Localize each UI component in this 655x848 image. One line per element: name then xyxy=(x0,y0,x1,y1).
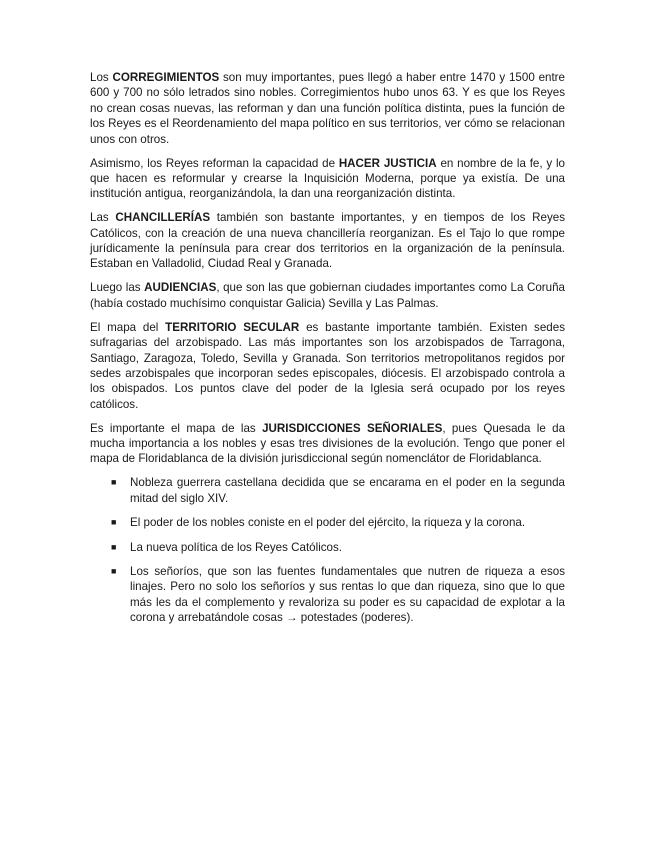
paragraph-lead: Las xyxy=(90,211,116,225)
paragraph-text: en nombre de la fe, y lo que hacen es reformular y crearse la Inquisición Moderna, porque ya existía. De una institución antigua, reorganizándola, la dan una reorganización distinta. xyxy=(90,156,565,201)
square-bullet-icon: ■ xyxy=(111,477,117,488)
list-item-text: La nueva política de los Reyes Católicos. xyxy=(130,540,343,554)
paragraph-chancillerias xyxy=(90,210,565,272)
list-item xyxy=(90,540,565,555)
list-item-text: Los señoríos, que son las fuentes fundamentales que nutren de riqueza a esos linajes. Pero no solo los señoríos y sus rentas lo que dan riqueza, sino que lo que más les da el complemento y revaloriza su poder es su capacidad de explotar a la corona y arrebatándole cosas → potestades (poderes). xyxy=(130,564,565,625)
square-bullet-icon: ■ xyxy=(111,541,117,552)
paragraph-lead: Luego las xyxy=(90,281,145,295)
list-item-text: Nobleza guerrera castellana decidida que se encarama en el poder en la segunda mitad del siglo XIV. xyxy=(130,476,565,505)
paragraph-lead: Es importante el mapa de las xyxy=(90,421,263,435)
paragraph-audiencias xyxy=(90,280,565,311)
paragraph-text: , pues Quesada le da mucha importancia a los nobles y esas tres divisiones de la evolución. Tengo que poner el mapa de Floridablanca de la división jurisdiccional según nomenclátor de Floridablanca. xyxy=(90,421,566,466)
bold-term: CORREGIMIENTOS xyxy=(112,71,220,84)
bold-term: AUDIENCIAS xyxy=(144,281,217,295)
square-bullet-icon: ■ xyxy=(111,517,117,528)
paragraph-territorio-secular xyxy=(90,320,565,412)
paragraph-hacer-justicia xyxy=(90,156,565,202)
paragraph-corregimientos xyxy=(90,70,565,147)
paragraph-lead: Los xyxy=(90,71,113,84)
bullet-list xyxy=(90,475,565,625)
bold-term: HACER JUSTICIA xyxy=(338,156,437,170)
paragraph-text: también son bastante importantes, y en tiempos de los Reyes Católicos, con la creación de una nueva chancillería reorganizan. Es el Tajo lo que rompe jurídicamente la península para crear dos territorios en la organización de la península. Estaban en Valladolid, Ciudad Real y Granada. xyxy=(90,211,565,271)
list-item xyxy=(90,564,565,626)
paragraph-text: son muy importantes, pues llegó a haber entre 1470 y 1500 entre 600 y 700 no sólo letrados sino nobles. Corregimientos hubo unos 63. Y es que los Reyes no crean cosas nuevas, las reforman y dan una función política distinta, pues la función de los Reyes es el Reordenamiento del mapa político en sus territorios, ver cómo se relacionan unos con otros. xyxy=(90,71,565,146)
paragraph-text: es bastante importante también. Existen sedes sufragarias del arzobispado. Las más importantes son los arzobispados de Tarragona, Santiago, Zaragoza, Toledo, Sevilla y Granada. Son territorios metropolitanos regidos por sedes arzobispales que incorporan sedes episcopales, diócesis. El arzobispado controla a los obispados. Los puntos clave del poder de la Iglesia será ocupado por los reyes católicos. xyxy=(90,320,565,411)
square-bullet-icon: ■ xyxy=(111,565,117,576)
paragraph-jurisdicciones xyxy=(90,421,565,467)
list-item xyxy=(90,515,565,530)
paragraph-text: , que son las que gobiernan ciudades importantes como La Coruña (había costado muchísimo conquistar Galicia) Sevilla y Las Palmas. xyxy=(90,281,565,310)
paragraph-lead: El mapa del xyxy=(90,320,166,334)
list-item-text: El poder de los nobles coniste en el poder del ejército, la riqueza y la corona. xyxy=(130,516,526,530)
list-item xyxy=(90,475,565,506)
document-page xyxy=(90,70,565,635)
paragraph-lead: Asimismo, los Reyes reforman la capacidad de xyxy=(90,156,339,170)
bold-term: TERRITORIO SECULAR xyxy=(165,320,300,334)
bold-term: CHANCILLERÍAS xyxy=(115,211,211,225)
bold-term: JURISDICCIONES SEÑORIALES xyxy=(262,421,443,435)
